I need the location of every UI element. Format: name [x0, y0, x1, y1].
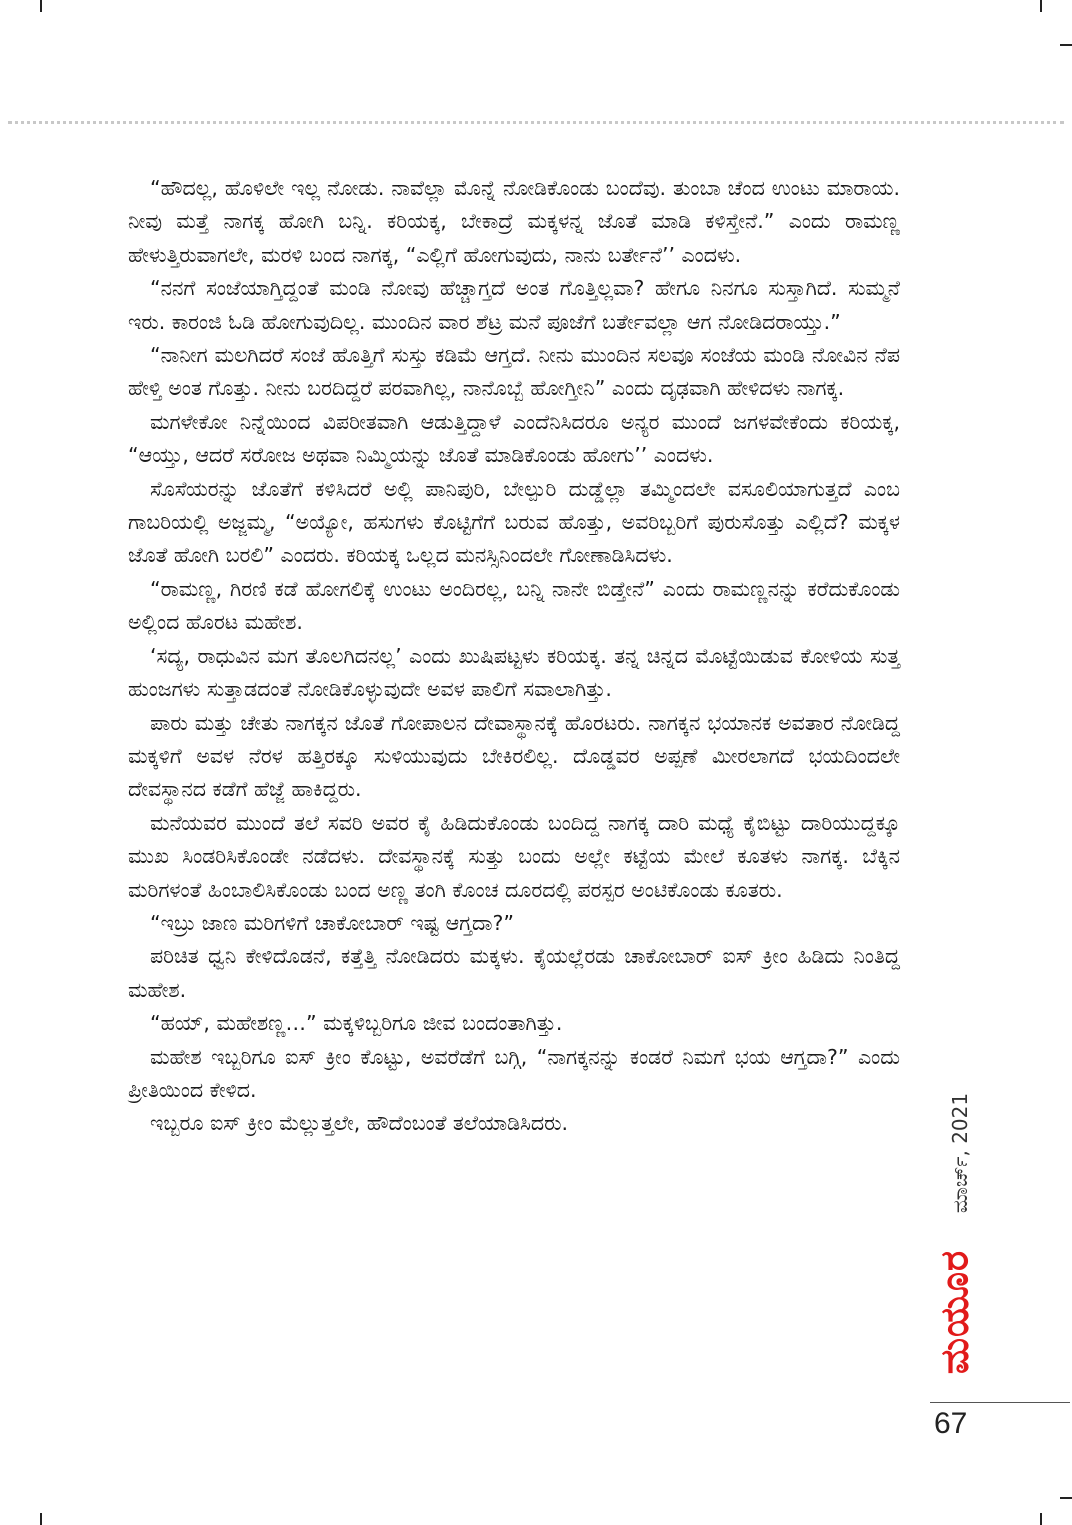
- paragraph: “ಹಯ್, ಮಹೇಶಣ್ಣ…” ಮಕ್ಕಳಿಬ್ಬರಿಗೂ ಜೀವ ಬಂದಂತಾಗಿತ್ತು.: [150, 1011, 563, 1036]
- crop-mark-bottom-right: [1040, 1513, 1042, 1525]
- header-dotted-rule: [8, 121, 1064, 124]
- paragraph: “ನನಗೆ ಸಂಜೆಯಾಗ್ತಿದ್ದಂತೆ ಮಂಡಿ ನೋವು ಹೆಚ್ಚಾಗ್ತದೆ ಅಂತ ಗೊತ್ತಿಲ್ಲವಾ? ಹೇಗೂ ನಿನಗೂ ಸುಸ್ತಾಗಿದೆ. ಸುಮ್ಮನೆ ಇರು. ಕಾರಂಜಿ ಓಡಿ ಹೋಗುವುದಿಲ್ಲ. ಮುಂದಿನ ವಾರ ಶೆಟ್ರ ಮನೆ ಪೂಜೆಗೆ ಬರ್ತೇವಲ್ಲಾ ಆಗ ನೋಡಿದರಾಯ್ತು.”: [128, 276, 900, 334]
- paragraph: ಇಬ್ಬರೂ ಐಸ್ ಕ್ರೀಂ ಮೆಲ್ಲುತ್ತಲೇ, ಹೌದೆಂಬಂತೆ ತಲೆಯಾಡಿಸಿದರು.: [150, 1111, 569, 1136]
- article-body: [128, 172, 900, 1141]
- issue-date-text: ಮಾರ್ಚ್, 2021: [948, 1092, 972, 1214]
- paragraph: “ರಾಮಣ್ಣ, ಗಿರಣಿ ಕಡೆ ಹೋಗಲಿಕ್ಕೆ ಉಂಟು ಅಂದಿರಲ್ಲ, ಬನ್ನಿ ನಾನೇ ಬಿಡ್ತೇನೆ” ಎಂದು ರಾಮಣ್ಣನನ್ನು ಕರೆದುಕೊಂಡು ಅಲ್ಲಿಂದ ಹೊರಟ ಮಹೇಶ.: [128, 576, 900, 635]
- page-number: 67: [934, 1407, 968, 1440]
- paragraph: “ನಾನೀಗ ಮಲಗಿದರೆ ಸಂಜೆ ಹೊತ್ತಿಗೆ ಸುಸ್ತು ಕಡಿಮೆ ಆಗ್ತದೆ. ನೀನು ಮುಂದಿನ ಸಲವೂ ಸಂಜೆಯ ಮಂಡಿ ನೋವಿನ ನೆಪ ಹೇಳ್ತಿ ಅಂತ ಗೊತ್ತು. ನೀನು ಬರದಿದ್ದರೆ ಪರವಾಗಿಲ್ಲ, ನಾನೊಬ್ಬೆ ಹೋಗ್ತೀನಿ” ಎಂದು ದೃಢವಾಗಿ ಹೇಳಿದಳು ನಾಗಕ್ಕ.: [128, 343, 900, 401]
- magazine-logo: [930, 1232, 980, 1392]
- paragraph: ಮಹೇಶ ಇಬ್ಬರಿಗೂ ಐಸ್ ಕ್ರೀಂ ಕೊಟ್ಟು, ಅವರೆಡೆಗೆ ಬಗ್ಗಿ, “ನಾಗಕ್ಕನನ್ನು ಕಂಡರೆ ನಿಮಗೆ ಭಯ ಆಗ್ತದಾ?” ಎಂದು ಪ್ರೀತಿಯಿಂದ ಕೇಳಿದ.: [128, 1044, 900, 1102]
- paragraph: “ಇಬ್ರು ಜಾಣ ಮರಿಗಳಿಗೆ ಚಾಕೋಬಾರ್ ಇಷ್ಟ ಆಗ್ತದಾ?”: [150, 910, 514, 935]
- crop-mark-right-upper: [1060, 44, 1072, 46]
- crop-mark-top-right: [1040, 0, 1042, 12]
- crop-mark-bottom-left: [40, 1513, 42, 1525]
- crop-mark-top-left: [40, 0, 42, 12]
- paragraph: ಪರಿಚಿತ ಧ್ವನಿ ಕೇಳಿದೊಡನೆ, ಕತ್ತೆತ್ತಿ ನೋಡಿದರು ಮಕ್ಕಳು. ಕೈಯಲ್ಲೆರಡು ಚಾಕೋಬಾರ್ ಐಸ್ ಕ್ರೀಂ ಹಿಡಿದು ನಿಂತಿದ್ದ ಮಹೇಶ.: [128, 944, 900, 1002]
- paragraph: ‘ಸದ್ಯ, ರಾಧುವಿನ ಮಗ ತೊಲಗಿದನಲ್ಲ’ ಎಂದು ಖುಷಿಪಟ್ಟಳು ಕರಿಯಕ್ಕ. ತನ್ನ ಚಿನ್ನದ ಮೊಟ್ಟೆಯಿಡುವ ಕೋಳಿಯ ಸುತ್ತ ಹುಂಜಗಳು ಸುತ್ತಾಡದಂತೆ ನೋಡಿಕೊಳ್ಳುವುದೇ ಅವಳ ಪಾಲಿಗೆ ಸವಾಲಾಗಿತ್ತು.: [128, 643, 900, 702]
- paragraph: ಸೊಸೆಯರನ್ನು ಜೊತೆಗೆ ಕಳಿಸಿದರೆ ಅಲ್ಲಿ ಪಾನಿಪುರಿ, ಬೇಲ್ಪುರಿ ದುಡ್ಡೆಲ್ಲಾ ತಮ್ಮಿಂದಲೇ ವಸೂಲಿಯಾಗುತ್ತದೆ ಎಂಬ ಗಾಬರಿಯಲ್ಲಿ ಅಜ್ಜಮ್ಮ, “ಅಯ್ಯೋ, ಹಸುಗಳು ಕೊಟ್ಟಿಗೆಗೆ ಬರುವ ಹೊತ್ತು, ಅವರಿಬ್ಬರಿಗೆ ಪುರುಸೊತ್ತು ಎಲ್ಲಿದೆ? ಮಕ್ಕಳ ಜೊತೆ ಹೋಗಿ ಬರಲಿ” ಎಂದರು. ಕರಿಯಕ್ಕ ಒಲ್ಲದ ಮನಸ್ಸಿನಿಂದಲೇ ಗೋಣಾಡಿಸಿದಳು.: [128, 476, 900, 568]
- paragraph: ಮಗಳೇಕೋ ನಿನ್ನೆಯಿಂದ ವಿಪರೀತವಾಗಿ ಆಡುತ್ತಿದ್ದಾಳೆ ಎಂದೆನಿಸಿದರೂ ಅನ್ಯರ ಮುಂದೆ ಜಗಳವೇಕೆಂದು ಕರಿಯಕ್ಕ, “ಆಯ್ತು, ಆದರೆ ಸರೋಜ ಅಥವಾ ನಿಮ್ಮಿಯನ್ನು ಜೊತೆ ಮಾಡಿಕೊಂಡು ಹೋಗು’’ ಎಂದಳು.: [128, 409, 900, 468]
- crop-mark-right-lower: [1060, 1497, 1072, 1499]
- issue-date: [940, 1088, 980, 1218]
- magazine-name: ಮಯೂರ: [932, 1249, 977, 1375]
- paragraph: ಪಾರು ಮತ್ತು ಚೇತು ನಾಗಕ್ಕನ ಜೊತೆ ಗೋಪಾಲನ ದೇವಾಸ್ಥಾನಕ್ಕೆ ಹೊರಟರು. ನಾಗಕ್ಕನ ಭಯಾನಕ ಅವತಾರ ನೋಡಿದ್ದ ಮಕ್ಕಳಿಗೆ ಅವಳ ನೆರಳ ಹತ್ತಿರಕ್ಕೂ ಸುಳಿಯುವುದು ಬೇಕಿರಲಿಲ್ಲ. ದೊಡ್ಡವರ ಅಪ್ಪಣೆ ಮೀರಲಾಗದೆ ಭಯದಿಂದಲೇ ದೇವಸ್ಥಾನದ ಕಡೆಗೆ ಹೆಜ್ಜೆ ಹಾಕಿದ್ದರು.: [128, 710, 900, 802]
- paragraph: “ಹೌದಲ್ಲ, ಹೊಳಿಲೇ ಇಲ್ಲ ನೋಡು. ನಾವೆಲ್ಲಾ ಮೊನ್ನೆ ನೋಡಿಕೊಂಡು ಬಂದೆವು. ತುಂಬಾ ಚೆಂದ ಉಂಟು ಮಾರಾಯ. ನೀವು ಮತ್ತೆ ನಾಗಕ್ಕ ಹೋಗಿ ಬನ್ನಿ. ಕರಿಯಕ್ಕ, ಬೇಕಾದ್ರೆ ಮಕ್ಕಳನ್ನ ಜೊತೆ ಮಾಡಿ ಕಳಿಸ್ತೇನೆ.” ಎಂದು ರಾಮಣ್ಣ ಹೇಳುತ್ತಿರುವಾಗಲೇ, ಮರಳಿ ಬಂದ ನಾಗಕ್ಕ, “ಎಲ್ಲಿಗೆ ಹೋಗುವುದು, ನಾನು ಬರ್ತೇನೆ’’ ಎಂದಳು.: [128, 176, 900, 267]
- folio-rule: [930, 1402, 1070, 1403]
- paragraph: ಮನೆಯವರ ಮುಂದೆ ತಲೆ ಸವರಿ ಅವರ ಕೈ ಹಿಡಿದುಕೊಂಡು ಬಂದಿದ್ದ ನಾಗಕ್ಕ ದಾರಿ ಮಧ್ಯೆ ಕೈಬಿಟ್ಟು ದಾರಿಯುದ್ದಕ್ಕೂ ಮುಖ ಸಿಂಡರಿಸಿಕೊಂಡೇ ನಡೆದಳು. ದೇವಸ್ಥಾನಕ್ಕೆ ಸುತ್ತು ಬಂದು ಅಲ್ಲೇ ಕಟ್ಟೆಯ ಮೇಲೆ ಕೂತಳು ನಾಗಕ್ಕ. ಬೆಕ್ಕಿನ ಮರಿಗಳಂತೆ ಹಿಂಬಾಲಿಸಿಕೊಂಡು ಬಂದ ಅಣ್ಣ ತಂಗಿ ಕೊಂಚ ದೂರದಲ್ಲಿ ಪರಸ್ಪರ ಅಂಟಿಕೊಂಡು ಕೂತರು.: [128, 810, 900, 902]
